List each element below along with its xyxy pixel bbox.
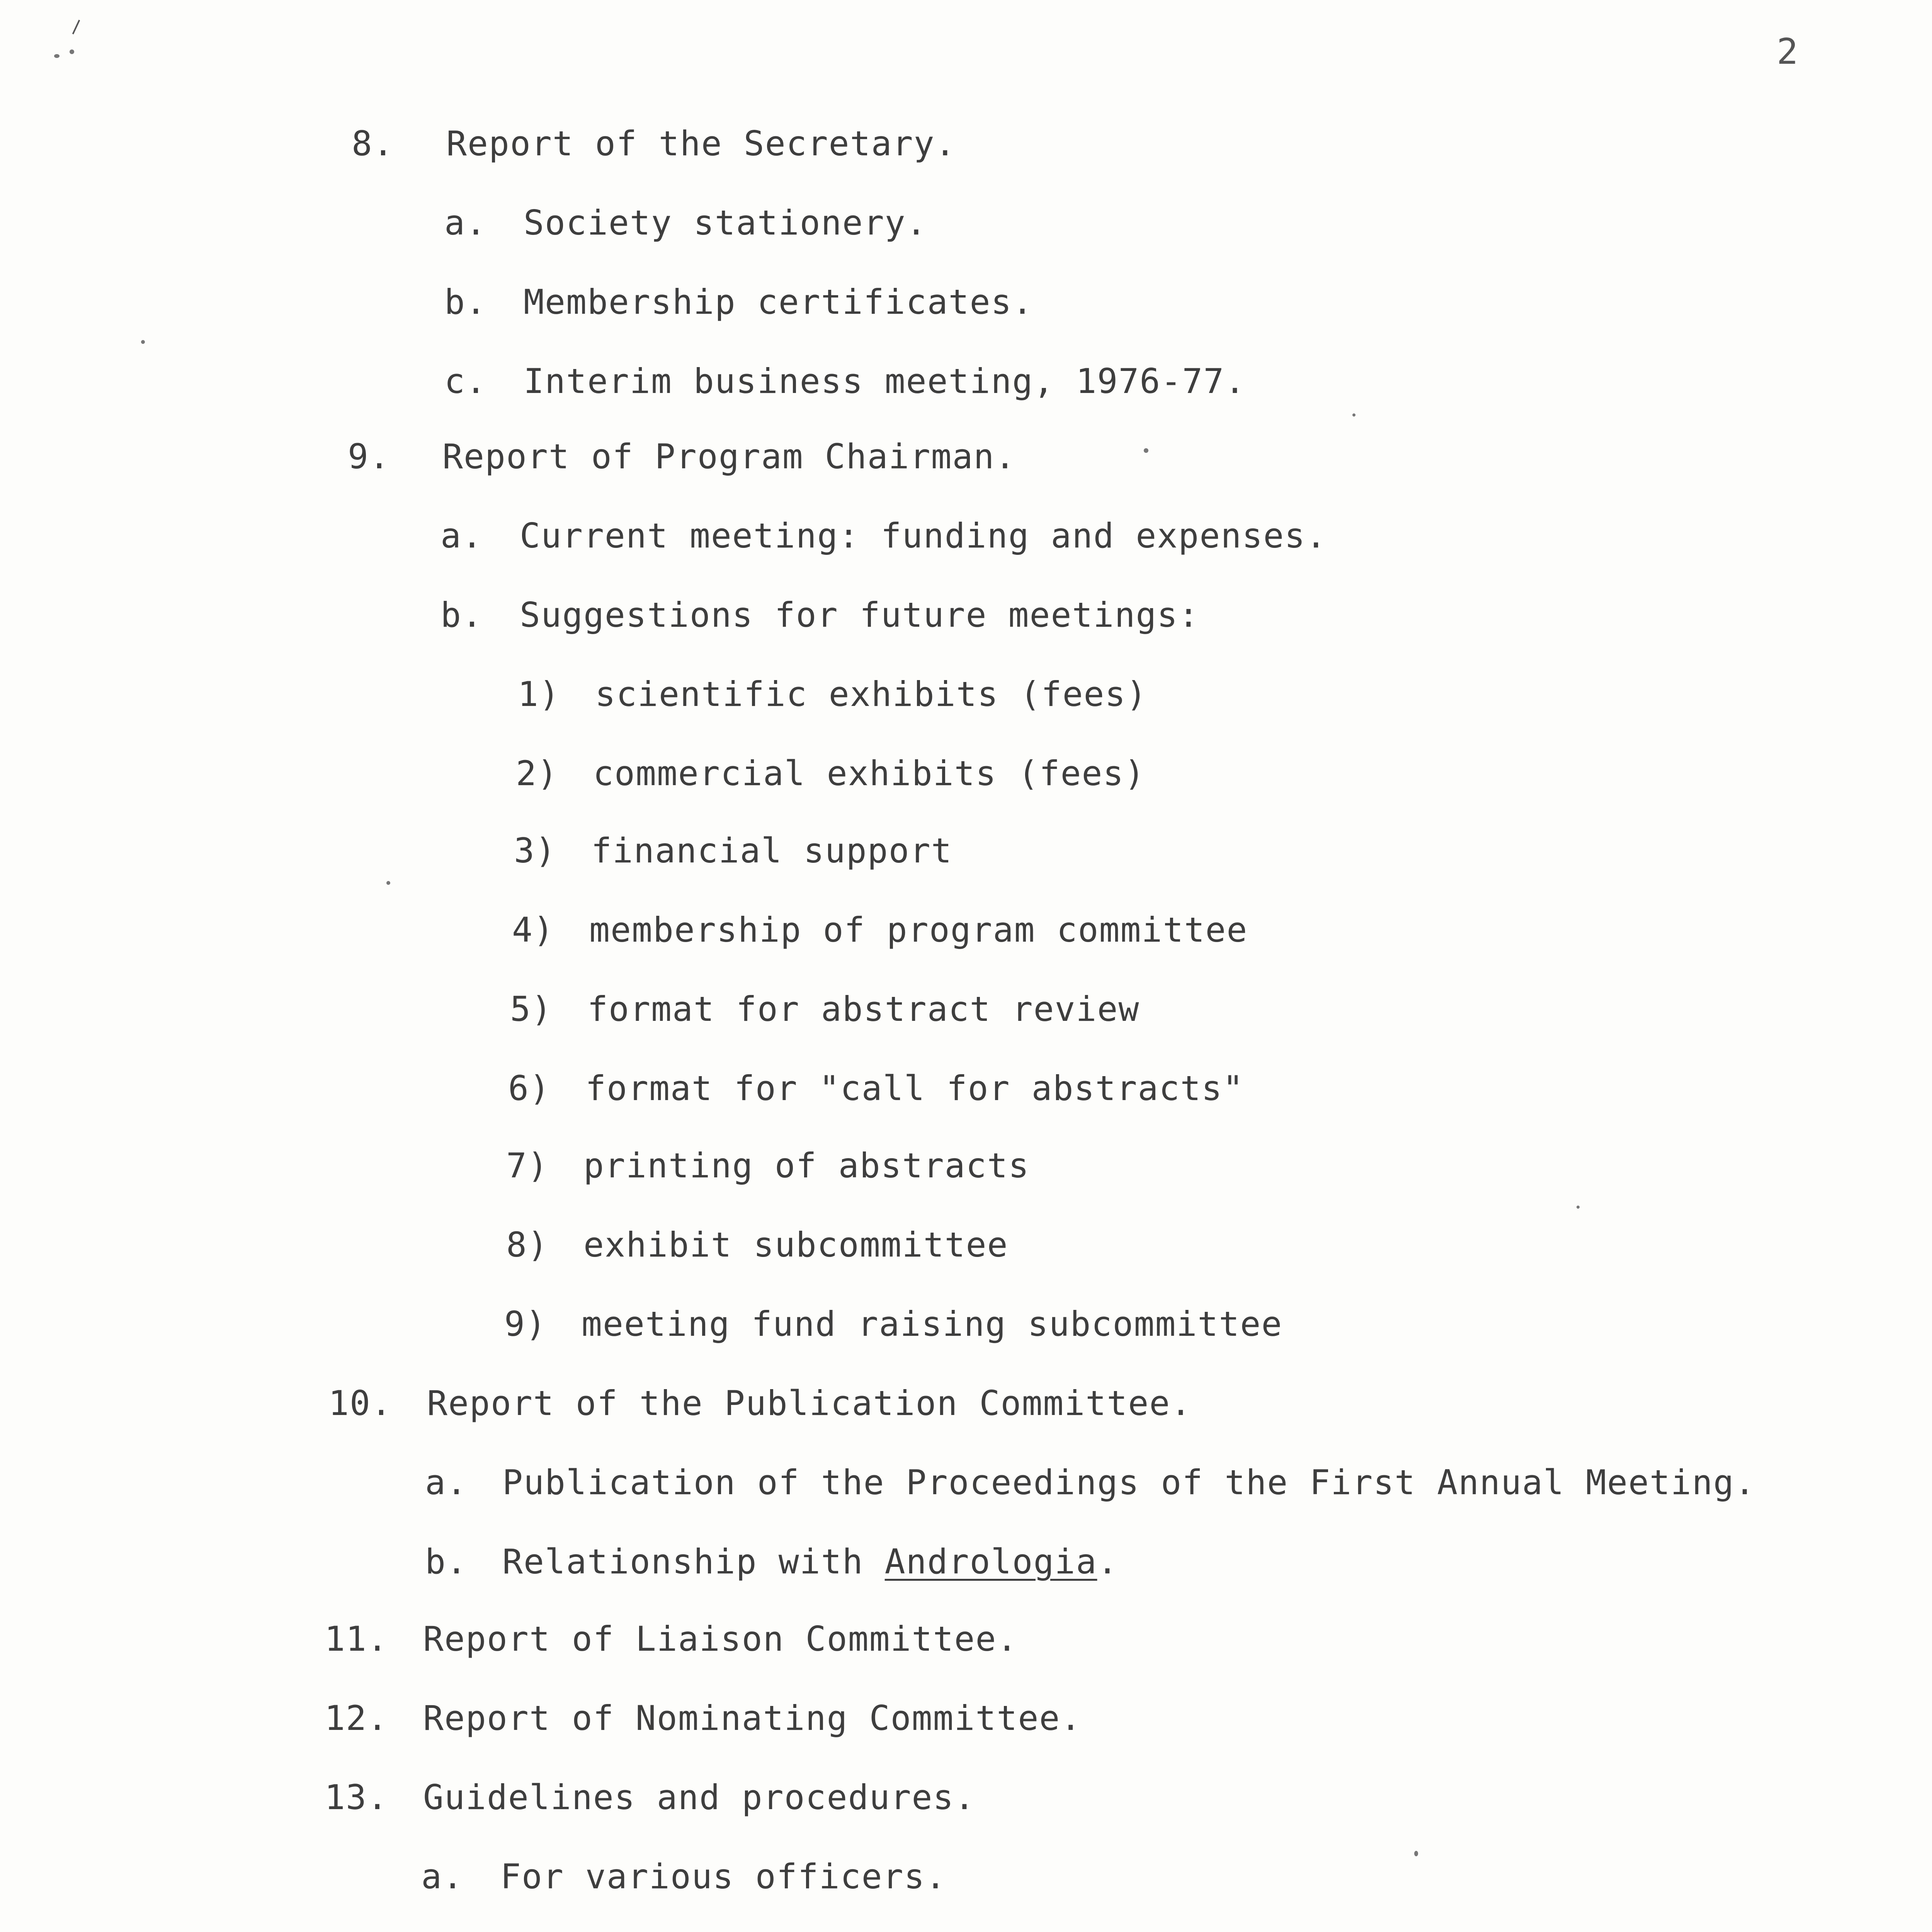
item-text: Report of Program Chairman.: [442, 437, 1016, 476]
item-text: Report of the Publication Committee.: [427, 1383, 1192, 1423]
item-text: Report of Liaison Committee.: [423, 1619, 1018, 1659]
subitem-letter: b.: [425, 1542, 468, 1582]
scan-speck: [54, 54, 60, 58]
subitem-letter: a.: [425, 1463, 468, 1502]
point-text: commercial exhibits (fees): [593, 753, 1146, 793]
item-text: Report of the Secretary.: [446, 124, 956, 163]
scan-speck: [1144, 448, 1148, 453]
item-text: Report of Nominating Committee.: [423, 1698, 1082, 1738]
subitem-letter: c.: [444, 361, 487, 401]
subitem-text: For various officers.: [500, 1857, 947, 1896]
item-number: 13.: [325, 1777, 388, 1817]
point-text: financial support: [591, 831, 952, 871]
subitem-text: Membership certificates.: [524, 282, 1034, 322]
point-text: format for abstract review: [587, 989, 1140, 1029]
point-text: format for "call for abstracts": [585, 1068, 1244, 1108]
subitem-text: [502, 1542, 1118, 1582]
subitem-letter: b.: [440, 595, 483, 635]
scan-speck: [1577, 1206, 1580, 1209]
point-text: printing of abstracts: [583, 1146, 1030, 1185]
point-number: 5): [510, 989, 553, 1029]
page-number: 2: [1777, 31, 1798, 72]
point-number: 4): [512, 910, 554, 950]
scan-speck: [1414, 1851, 1418, 1856]
subitem-text: Current meeting: funding and expenses.: [520, 516, 1327, 556]
subitem-letter: a.: [421, 1857, 464, 1896]
point-text: scientific exhibits (fees): [595, 674, 1148, 714]
point-number: 9): [504, 1304, 547, 1344]
scan-speck: [70, 49, 74, 54]
item-number: 11.: [325, 1619, 388, 1659]
subitem-letter: a.: [440, 516, 483, 556]
point-number: 6): [508, 1068, 551, 1108]
subitem-text-suffix: .: [1097, 1542, 1119, 1582]
subitem-text: Suggestions for future meetings:: [520, 595, 1200, 635]
subitem-text-prefix: Relationship with: [502, 1542, 885, 1582]
item-number: 9.: [348, 437, 390, 476]
point-text: meeting fund raising subcommittee: [582, 1304, 1283, 1344]
page-edge-mark: [72, 20, 80, 34]
subitem-letter: a.: [444, 203, 487, 243]
subitem-text: Society stationery.: [524, 203, 927, 243]
point-text: membership of program committee: [589, 910, 1248, 950]
item-text: Guidelines and procedures.: [423, 1777, 976, 1817]
point-text: exhibit subcommittee: [583, 1225, 1009, 1265]
item-number: 8.: [352, 124, 394, 163]
scan-speck: [1352, 413, 1355, 417]
scan-speck: [141, 340, 145, 344]
subitem-text: Publication of the Proceedings of the First Annual Meeting.: [502, 1463, 1756, 1502]
journal-title: Andrologia: [884, 1542, 1097, 1582]
point-number: 1): [518, 674, 560, 714]
point-number: 8): [506, 1225, 549, 1265]
point-number: 3): [514, 831, 556, 871]
point-number: 7): [506, 1146, 549, 1185]
point-number: 2): [516, 753, 558, 793]
subitem-text: Interim business meeting, 1976-77.: [524, 361, 1246, 401]
subitem-letter: b.: [444, 282, 487, 322]
item-number: 12.: [325, 1698, 388, 1738]
item-number: 10.: [328, 1383, 392, 1423]
scan-speck: [386, 881, 390, 885]
